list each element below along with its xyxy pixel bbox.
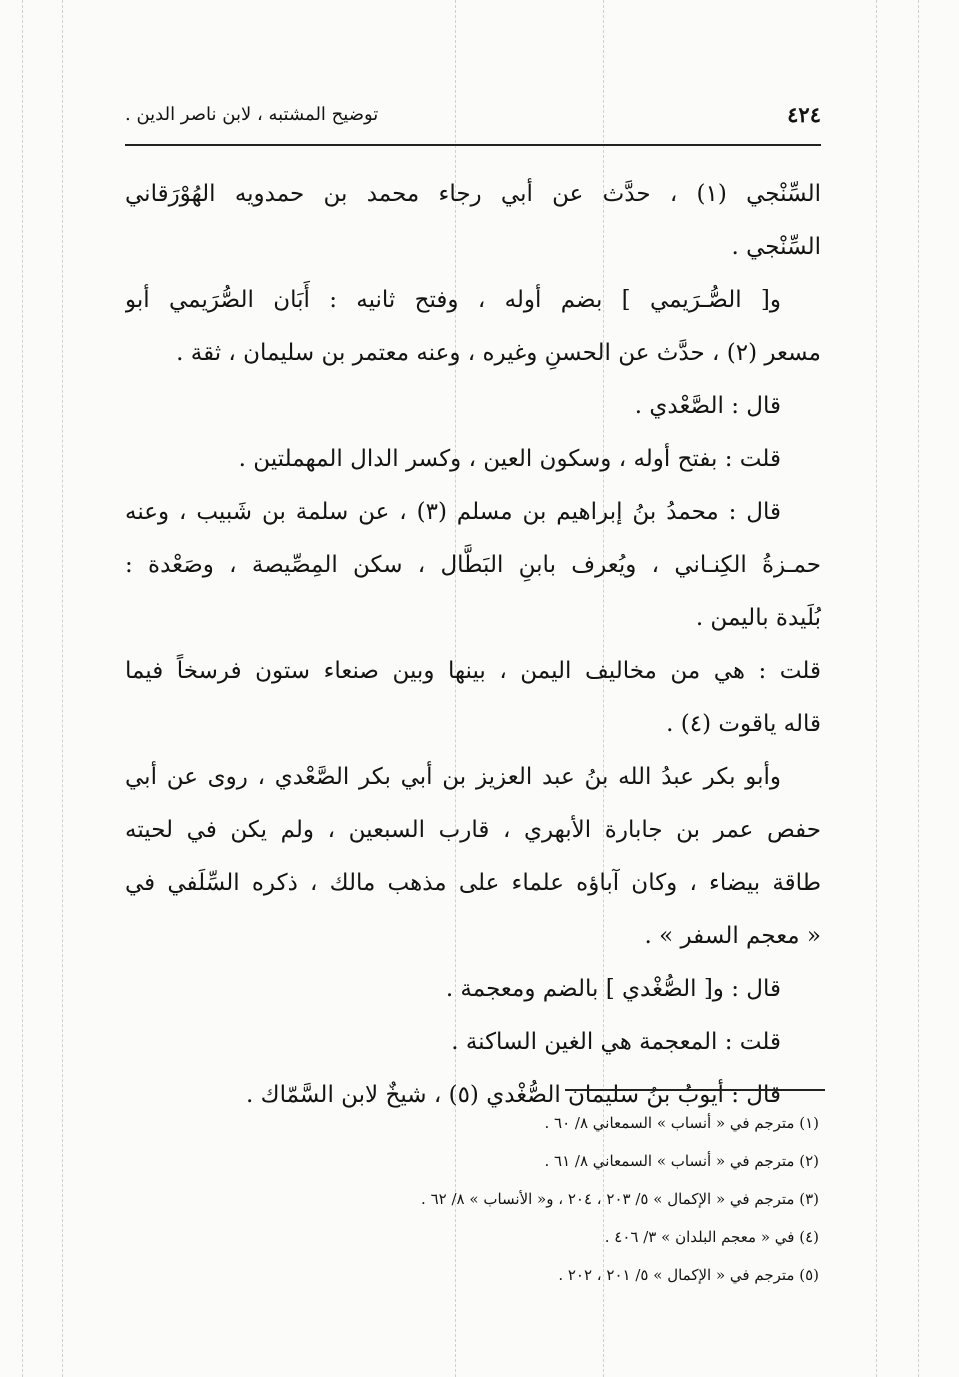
footnote: (٥) مترجم في « الإكمال » ٥/ ٢٠١ ، ٢٠٢ . [558, 1266, 819, 1284]
text-line: حفص عمر بن جابارة الأبهري ، قارب السبعين ، ولم يكن في لحيته [125, 817, 821, 843]
text-line: حمـزةُ الكِنـاني ، ويُعرف بابنِ البَطَّال ، سكن المِصِّيصة ، وصَعْدة : [125, 552, 821, 578]
text-line: قال : الصَّعْدي . [634, 393, 781, 419]
text-line: قال : محمدُ بنُ إبراهيم بن مسلم (٣) ، عن سلمة بن شَبيب ، وعنه [125, 499, 781, 525]
footnote: (٤) في « معجم البلدان » ٣/ ٤٠٦ . [604, 1228, 819, 1246]
text-line: مسعر (٢) ، حدَّث عن الحسنِ وغيره ، وعنه معتمر بن سليمان ، ثقة . [176, 340, 821, 366]
main-text [125, 168, 821, 1122]
text-line: السِّنْجي . [731, 234, 821, 260]
text-line: قلت : بفتح أوله ، وسكون العين ، وكسر الدال المهملتين . [238, 446, 781, 472]
running-title: توضيح المشتبه ، لابن ناصر الدين . [125, 104, 379, 125]
scan-guide-line [918, 0, 919, 1377]
text-line: قلت : المعجمة هي الغين الساكنة . [451, 1029, 781, 1055]
footnote: (٢) مترجم في « أنساب » السمعاني ٨/ ٦١ . [544, 1152, 819, 1170]
page-number: ٤٢٤ [787, 102, 821, 127]
text-line: قال : أيوبُ بنُ سليمان الصُّغْدي (٥) ، شيخٌ لابن السَّمّاك . [246, 1082, 781, 1108]
scan-guide-line [62, 0, 63, 1377]
footnote-separator [565, 1089, 825, 1091]
text-line: قال : و[ الصُّغْدي ] بالضم ومعجمة . [445, 976, 781, 1002]
text-line: وأبو بكر عبدُ الله بنُ عبد العزيز بن أبي بكر الصَّعْدي ، روى عن أبي [125, 764, 781, 790]
page-header [125, 96, 821, 146]
text-line: « معجم السفر » . [644, 923, 821, 949]
footnote: (٣) مترجم في « الإكمال » ٥/ ٢٠٣ ، ٢٠٤ ، و« الأنساب » ٨/ ٦٢ . [421, 1190, 819, 1208]
text-line: و[ الصُّـرَيمي ] بضم أوله ، وفتح ثانيه : أَبَان الصُّرَيمي أبو [125, 287, 781, 313]
scan-guide-line [22, 0, 23, 1377]
text-line: السِّنْجي (١) ، حدَّث عن أبي رجاء محمد بن حمدويه الهُوْرَقاني [125, 181, 821, 207]
footnote: (١) مترجم في « أنساب » السمعاني ٨/ ٦٠ . [544, 1114, 819, 1132]
text-line: بُلَيدة باليمن . [695, 605, 821, 631]
scan-guide-line [876, 0, 877, 1377]
text-line: طاقة بيضاء ، وكان آباؤه علماء على مذهب مالك ، ذكره السِّلَفي في [125, 870, 821, 896]
text-line: قلت : هي من مخاليف اليمن ، بينها وبين صنعاء ستون فرسخاً فيما [125, 658, 821, 684]
text-line: قاله ياقوت (٤) . [666, 711, 821, 737]
footnotes [125, 1104, 821, 1294]
